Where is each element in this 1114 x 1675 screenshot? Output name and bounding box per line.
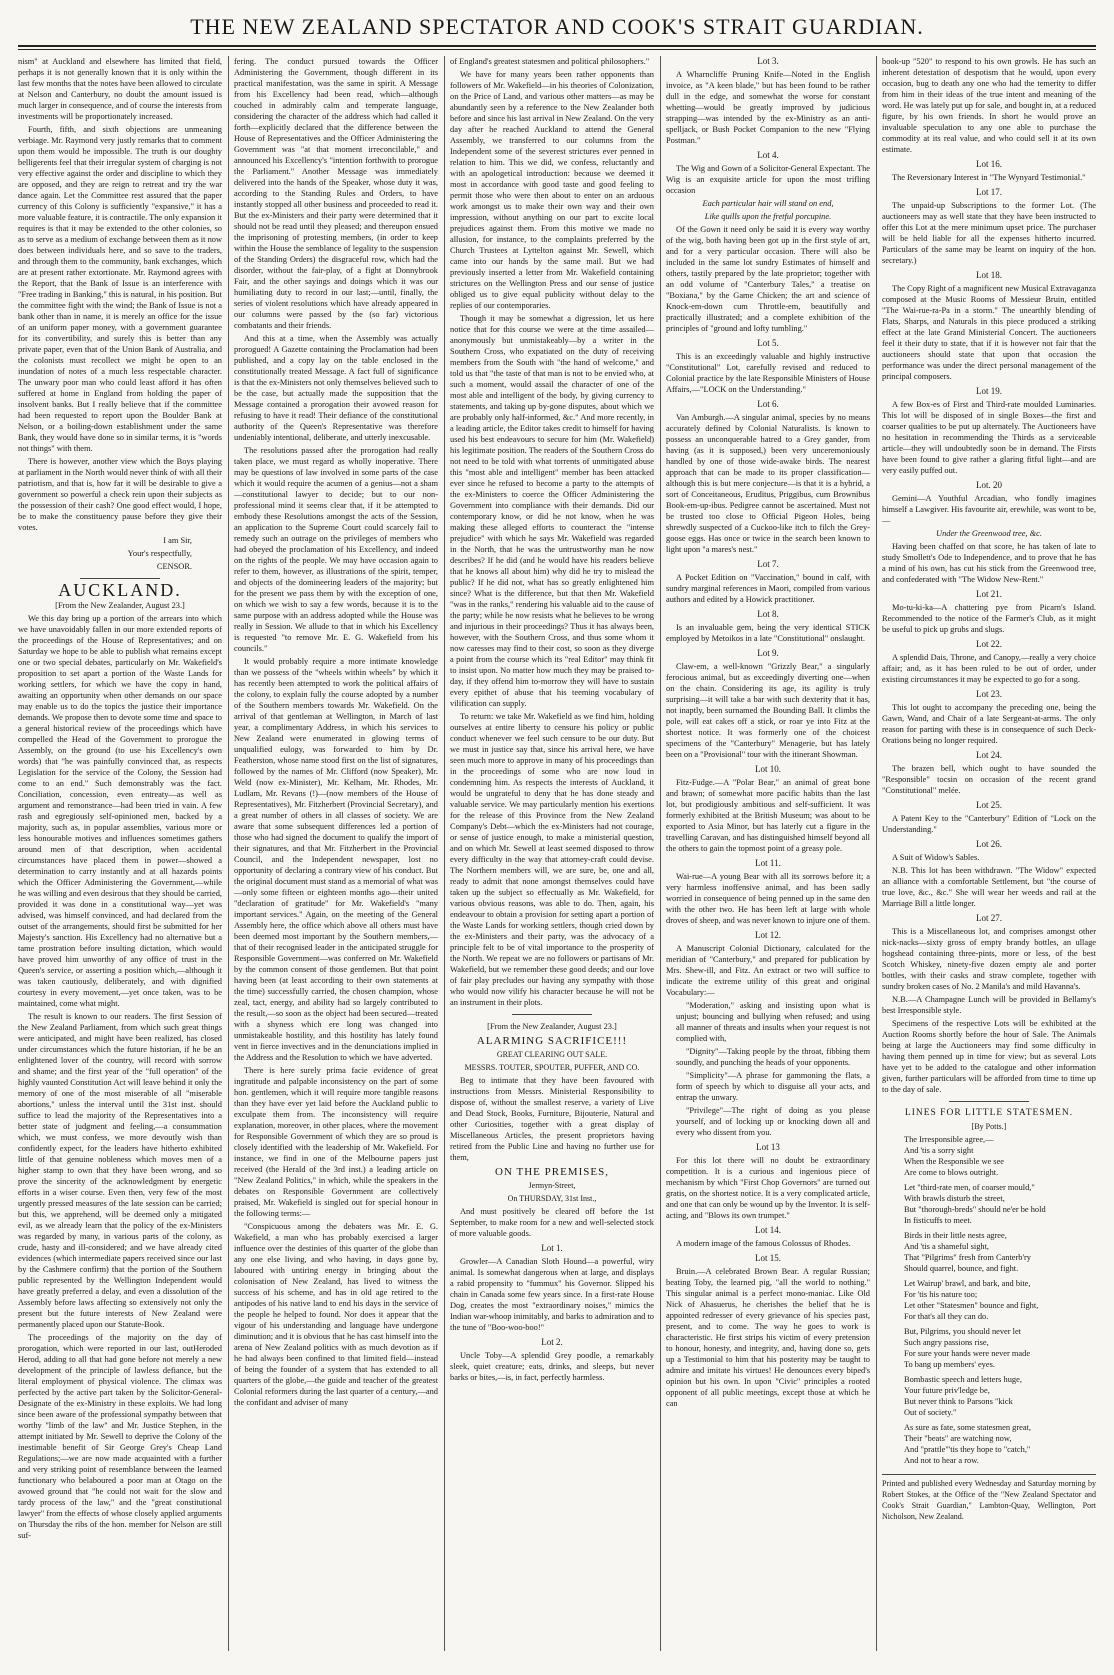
lot-text: The Reversionary Interest in "The Wynyard Testimonial." (892, 173, 1086, 182)
lot-text: A Pocket Edition on "Vaccination," bound in calf, with sundry marginal references in Maori, compiled from various authors and edited by a Howick practitioner. (666, 573, 870, 604)
column-1 (18, 56, 222, 1651)
poem-line: For 'tis his nature too; (904, 1290, 978, 1299)
lot-text: A Wharncliffe Pruning Knife—Noted in the English invoice, as "A keen blade," but has been found to be rather dull in the edge, and somewhat the worse for constant whetting—would be greatly improved by judicious strapping—was intended by the ex-Ministry as an anti-spelljack, or Bush Pocket Companion to the new "Flying Postman." (666, 70, 870, 145)
advert-street: Jermyn-Street, (528, 1181, 576, 1190)
poem-line: And 'tis a sorry sight (904, 1146, 974, 1155)
lot-heading: Lot 15. (755, 1253, 781, 1263)
column-3 (450, 56, 654, 1651)
paragraph: Beg to intimate that they have been favoured with instructions from Messrs. Ministerial Responsibility to dispose of, without the smallest reserve, a variety of Live and Dead Stock, Books, Furniture, Bijouterie, Natural and other Curiosities, together with a great display of Miscellaneous Articles, the present proprietors having retired from the Public Line and having no further use for them, (450, 1076, 654, 1162)
lot-heading: Lot 3. (757, 56, 779, 66)
quoted-paragraph: "Conspicuous among the debaters was Mr. E. G. Wakefield, a man who has probably exercised a larger influence over the destinies of this quarter of the globe than any one else living, and who having, in days gone by, laboured with untiring energy in bringing about the colonisation of New Zealand, has lived to witness the success of his scheme, and has in old age retired to the antipodes of his native land to end his days in the service of the people he helped to found. Nor does it appear that the vigour of his understanding and language have undergone diminution; and it is obvious that he has cast himself into the arena of New Zealand politics with as much devotion as if he had always been confined to that limited field—instead of being the founder of a system that has extended to all quarters of the globe,—the guide and teacher of the greatest Colonial reformers during the last quarter of a century,—and the confidant and adviser of many (234, 1222, 438, 1407)
poem (882, 1134, 1096, 1466)
paragraph: Though it may be somewhat a digression, let us here notice that for this course we were at the time assailed—anonymously but unmistakeably—by a writer in the Southern Cross, who expatiated on the duty of receiving members from the South with "the hand of welcome," and told us that "the taste of that man is not to be envied who, at such a moment, would assail the character of one of the most able and intelligent of the body, by giving currency to statements, and taking up by-gone disputes, about which we are probably only half-informed, &c." And more recently, in a leading article, the Editor takes credit to himself for having used his best endeavours to secure for him (Mr. Wakefield) his legitimate position. The readers of the Southern Cross do not need to be told with what torrents of unmitigated abuse this "most able and intelligent" member has been attacked ever since he refused to become a party to the attempts of the ex-Ministers to coerce the Officer Administering the Government into compliance with their demands. Did our contemporary know, or did he not know, when he was making these alleged efforts to counteract the "intense prejudice" with which he says Mr. Wakefield was regarded in the North, that he was the untrustworthy man he now describes? If he did (and he would have his readers believe that he knows all about him) why did he try to mislead the public? If he did not, what has so greatly enlightened him since? What is the difference, but that then Mr. Wakefield "was in the ranks," rendering his valuable aid to the cause of the party; while he now resists what he believes to be wrong and injurious in their proceedings? Thus it has always been, however, with the Southern Cross, and thus some whom it now caresses may find to their cost, so soon as they diverge a point from the course which its "real Editor" may think fit to insist upon. No matter how much they may be praised to-day, if they offend him to-morrow they will have to sustain every epithet of abuse that his teeming vocabulary of vilification can supply. (450, 314, 654, 708)
lot-heading: Lot 8. (757, 609, 779, 619)
column-rule (876, 56, 877, 1651)
source-line: [From the New Zealander, August 23.] (55, 601, 185, 610)
poem-line: But, Pilgrims, you should never let (904, 1327, 1022, 1336)
imprint: Printed and published every Wednesday and Saturday morning by Robert Stokes, at the Office of the "New Zealand Spectator and Cook's Strait Guardian," Lambton-Quay, Wellington, Port Nicholson, New Zealand. (882, 1474, 1096, 1522)
poem-line: But never think to Parsons "kick (904, 1397, 1013, 1406)
lot-heading: Lot 27. (976, 913, 1002, 923)
paragraph: To return: we take Mr. Wakefield as we find him, holding ourselves at entire liberty to censure his policy or public conduct whenever we feel such censure to be our duty. But we must in justice say that, since his arrival here, we have seen much more to approve in many of his proceedings than in the proceedings of some who are now loud in condemning him. As respects the interests of Auckland, it would be ungrateful to deny that he has done steady and valuable service. We may particularly mention his exertions for the release of this Province from the New Zealand Company's Debt—which the ex-Ministers had not courage, or sense of justice enough, to make a ministerial question, and on which Mr. Sewell at least seemed disposed to throw every difficulty in the way that attorney-craft could devise. The Northern members will, we are sure, be, one and all, ready to admit that none amongst themselves could have taken up the subject so effectually as Mr. Wakefield, for various obvious reasons, was able to do. Then, again, his endeavour to obtain a provision for setting apart a portion of the Waste Lands for working settlers, though cried down by the ex-Ministers and their party, was the advocacy of a principle felt to be of vital importance to the prosperity of the North. We repeat we are no followers or partisans of Mr. Wakefield, but we remember these good deeds; and our love of fair play precludes our having any sympathy with those who would now vilify his character because he will not be an instrument in their plots. (450, 712, 654, 1007)
letter-closing: I am Sir, (163, 536, 192, 545)
advert-firm: MESSRS. TOUTER, SPOUTER, PUFFER, AND CO. (464, 1063, 640, 1072)
paragraph: And this at a time, when the Assembly was actually prorogued! A Gazette containing the Proclamation had been published, and a copy lay on the table enclosed in the constitutionally treated Message. A fact full of significance is that the ex-Ministers not only themselves believed such to be the case, but actually made the supposition that the Message contained a prorogation their avowed reason for refusing to have it read! Their defiance of the constitutional authority of the Queen's Representative was therefore undeniably intentional, deliberate, and utterly inexcusable. (234, 334, 438, 442)
lot-heading: Lot 9. (757, 648, 779, 658)
poem-line: As sure as fate, some statesmen great, (904, 1423, 1031, 1432)
lot-heading: Lot 22. (976, 639, 1002, 649)
letter-closing: Your's respectfully, (127, 549, 192, 558)
poem-line: But "thorough-breds" should ne'er be hold (904, 1205, 1046, 1214)
dictionary-entry: "Simplicity"—A phrase for gammoning the flats, a form of speech by which to disguise all your acts, and entrap the unwary. (676, 1071, 870, 1102)
lot-text: Mo-tu-ki-ka—A chattering pye from Picarn's Island. Recommended to the notice of the Farmer's Club, as it might be useful to pick up grubs and slugs. (882, 603, 1096, 634)
masthead-rule-thin (18, 49, 1096, 50)
lot-text: Van Amburgh.—A singular animal, species by no means accurately defined by Colonial Naturalists. Is known to possess an unconquerable hatred to a Grey gander, from having (as it is supposed,) been very unceremoniously handled by one of those wide-awake birds. The nearest approach that can be made to its proper classification—although this is but mere conjecture—is that it is a hybrid, a sort of Conceitaneous, Eruditus, Priggibus, cum Brownibus Book-em-up-ibus. Pedigree cannot be ascertained. Must not be trusted too close to Official Pigeon Holes, being shrewdly suspected of a Cuckoo-like itch to filch the Grey-goose eggs. Has once or twice in the search been known to light upon "a mares's nest." (666, 413, 870, 554)
lot-heading: Lot 18. (976, 270, 1002, 280)
poem-line: When the Responsible we see (904, 1157, 1005, 1166)
paragraph: of England's greatest statesmen and political philosophers." (450, 57, 650, 66)
paragraph: It would probably require a more intimate knowledge than we possess of the "wheels within wheels" by which it has recently been attempted to work the political affairs of the colony, to explain fully the course adopted by a number of the Southern members towards Mr. Wakefield. On the arrival of that gentleman at Wellington, in March of last year, a complimentary Address, in which his services to New Zealand were enumerated in glowing terms of unqualified eulogy, was forwarded to him by Dr. Featherston, whose name stood first on the list of signatures, followed by the names of Mr. Clifford (now Speaker), Mr. Weld (now ex-Minister), Mr. Kelham, Mr. Rhodes, Mr. Ludlam, Mr. Revans (!)—(now members of the House of Representatives), Mr. Fitzherbert (Provincial Secretary), and a great number of others in all classes of society. We are aware that some subsequent differences led a portion of those who had signed the document to qualify the import of their signatures, and that Mr. Fitzherbert in the Provincial Council, and the Independent newspaper, lost no opportunity of declaring a contrary view of his conduct. But the original document must stand as a memorial of what was—only some fifteen or eighteen months ago—their united "declaration of gratitude" for Mr. Wakefield's "many important services." Again, on the meeting of the General Assembly here, the office which above all others must have been deemed most important by the Southern members,—that of their recognised leader in the anticipated struggle for Responsible Government—was conferred on Mr. Wakefield by the common consent of those gentlemen. But that point having been (at least according to their own statements at the time) successfully carried, the chosen champion, whose zeal, tact, energy, and ability had so largely contributed to the result,—so soon as the object had been secured—treated with a shyness which ere long was changed into unmistakeable hostility, and this hostility has lately found vent in fierce invectives and in the denunciations implied in the Address and the Resolution to which we have adverted. (234, 657, 438, 1062)
divider (949, 1101, 1029, 1102)
poem-line: That "Pilgrims" fresh from Canterb'ry (904, 1253, 1031, 1262)
lot-text: A Patent Key to the "Canterbury" Edition of "Lock on the Understanding." (882, 814, 1096, 834)
poem-line: Out of society." (904, 1408, 957, 1417)
poem-line: Your future priv'ledge be, (904, 1386, 990, 1395)
lot-text: A few Box-es of First and Third-rate moulded Luminaries. This lot will be disposed of in single Boxes—the first and coarser qualities to be put up alternately. The Auctioneers have no hesitation in recommending the Thirds as a serviceable article—they will undoubtedly soon be in demand. The Firsts have been found to give rather a glaring fitful light—and are very easily puffed out. (882, 400, 1096, 475)
lot-text: The unpaid-up Subscriptions to the former Lot. (The auctioneers may as well state that they have been instructed to offer this Lot at the mere minimum upset price. The purchaser will be held liable for all the expenses hitherto incurred. Particulars of the same may be learnt on inquiry of the hon. secretary.) (882, 201, 1096, 265)
lot-heading: Lot 2. (541, 1337, 563, 1347)
column-5 (882, 56, 1096, 1651)
lot-heading: Lot 24. (976, 750, 1002, 760)
lot-heading: Lot 16. (976, 159, 1002, 169)
lot-heading: Lot 26. (976, 839, 1002, 849)
column-2 (234, 56, 438, 1651)
paragraph: We have for many years been rather opponents than followers of Mr. Wakefield—in his theories of Colonization, on the Price of Land, and various other matters—as may be abundantly seen by a reference to the New Zealander both before and since his last arrival in New Zealand. On the very day after he reached Auckland to attend the General Assembly, we transferred to our columns from the Independent some of the severest strictures ever penned in relation to him. This we did, we confess, reluctantly and with an apologetical introduction: because we deemed it most in accordance with good taste and good feeling to permit those who were then about to enter on an arduous work amongst us to make their own way and their own impression, without anything on our part to excite local prejudices against them. From this motive we made no allusion, for instance, to the complaints preferred by the Church Trustees at Lyttelton against Mr. Sewell, which came into our hands by the same mail. But we had previously inserted a letter from Mr. Wakefield containing strictures on the Wellington Press and our sense of justice obliged us to give equal publicity without delay to the replies of our contemporaries. (450, 70, 654, 310)
lot-heading: Lot 14. (755, 1225, 781, 1235)
lot-text: Wai-rue—A young Bear with all its sorrows before it; a very harmless inoffensive animal, and has been sadly worried in consequence of being penned up in the same den with the other two. He has been left at large with whole droves of sheep, and was never known to injure one of them. (666, 872, 870, 925)
advert-date: On THURSDAY, 31st Inst., (507, 1194, 597, 1203)
advert-subheading: GREAT CLEARING OUT SALE. (496, 1050, 608, 1059)
column-4 (666, 56, 870, 1651)
divider (80, 578, 160, 579)
lot-heading: Lot 13 (756, 1142, 780, 1152)
lot-text: The Wig and Gown of a Solicitor-General Expectant. The Wig is an exquisite article for upon the most trifling occasion (666, 164, 870, 195)
paragraph: And must positively be cleared off before the 1st September, to make room for a new and well-selected stock of more valuable goods. (450, 1207, 654, 1238)
paragraph: nism" at Auckland and elsewhere has limited that field, perhaps it is not generally known that it is only within the last few months that the notes have been allowed to circulate at Nelson and Canterbury, no doubt the amount issued is much larger in consequence, and of course the interests from investments will be proportionately increased. (18, 57, 222, 121)
lot-text: A Manuscript Colonial Dictionary, calculated for the meridian of "Canterbury," and prepared for publication by Mrs. Shew-ill, and Fitz. An extract or two will suffice to indicate the extreme utility of this great and original Vocabulary:— (666, 944, 870, 997)
divider (512, 1014, 592, 1015)
lot-text: This is an exceedingly valuable and highly instructive "Constitutional" Lot, carefully revised and reduced to Colonial practice by the late Responsible Ministers of House Affairs,—"LOCK on the Understanding." (666, 352, 870, 394)
paragraph: Fourth, fifth, and sixth objections are unmeaning verbiage. Mr. Raymond very justly remarks that to comment upon them would be impossible. The truth is our doughty belligerents feel that their irregular system of charging is not very effective against the order and discipline to which they are opposed, and they are reign to retreat and try the war dance again. Let the Committee rest assured that the paper currency of this Colony is sufficiently "expansive," it has a more valuable feature, it is contractile. The only expansion it requires is that it may be extended to the other colonies, so as to serve as a medium of exchange between them as it now does between individuals here, and so save to the traders, and through them to the community, bank exchanges, which are at present rather extortionate. Mr. Raymond agrees with the Report, that the Bank of Issue is an interference with "Free trading in Banking," this is natural, in his position. But the committee fight with the wind; the Bank of Issue is not a bank other than in name, it is merely an office for the issue of an uniform paper money, with a government guarantee for its convertibility, and surely this is better than any private paper, even that of the Union Bank of Australia, and the colonists must recollect we might be open to an inundation of notes of a much less respectable character. The unwary poor man who could least afford it has often suffered at home in England from holding the paper of insolvent banks. But I really believe that if the committee had been requested to report upon the Boulder Bank at Nelson, or a boiling-down establishment under the same Bank, they would have done so in similar terms, it is "words not things" with them. (18, 125, 222, 453)
paragraph: The proceedings of the majority on the day of prorogation, which were reported in our last, outHeroded Herod, adding to all that had gone before not merely a new development of the principle of lawless defiance, but the literal employment of physical violence. The climax was perfected by the active part taken by the Solicitor-General-Designate of the ex-Ministry in these exploits. We had long since been aware of the professional sympathy between that worthy "limb of the law" and Mr. Justice Stephen, in the attempt initiated by Mr. Sewell to deprive the Colony of the inestimable benefit of Sir George Grey's Cheap Land Regulations;—we are now made acquainted with a further and very striking point of resemblance between the learned functionary who belaboured a poor man at Otago on the avowed ground that "he could not wait for the slow and tardy process of the law," and the "great constitutional lawyer" from the effects of whose closely applied arguments on Thursday the ribs of the hon. member for Nelson are still suf- (18, 1333, 222, 1540)
lot-text: Is an invaluable gem, being the very identical STICK employed by Metoikos in a late "Constitutional" onslaught. (666, 623, 870, 643)
lot-heading: Lot 1. (541, 1243, 563, 1253)
lot-text: book-up "520" to respond to his own growls. He has such an inherent detestation of despotism that he would, upon every occasion, bug to death any one who had the temerity to differ from him in their ideas of the true intent and meaning of the word. He was lately put up for sale, and bought in, at a reduced figure, by his own friends. In short he would prove an invaluable speculation to any one able to purchase the commodity at its real value, and who could sell it at its own estimate. (882, 57, 1096, 154)
poem-line: And "prattle"'tis they hope to "catch," (904, 1445, 1031, 1454)
poem-byline: [By Potts.] (971, 1122, 1007, 1131)
lot-text: Having been chaffed on that score, he has taken of late to study Smollett's Ode to Independence, and to prove that he has a mind of his own, has cut his stick from the Greenwood tree, and confederated with "The Widow New-Rent." (882, 542, 1096, 584)
poem-line: Let Wairup' brawl, and bark, and bite, (904, 1279, 1031, 1288)
column-rule (660, 56, 661, 1651)
paragraph: We this day bring up a portion of the arrears into which we have unavoidably fallen in our more extended reports of the proceedings of the House of Representatives; and on Saturday we hope to be able to publish what remains except one or two special debates, particularly on Mr. Wakefield's proposition to set apart a portion of the Waste Lands for working settlers, for which we have the copy in hand, awaiting an opportunity when other demands on our space may enable us to do the topics the justice their importance demands. We propose then to devote some time and space to a general historical review of the proceedings which have compelled the Head of the Government to prorogue the Assembly, on the ground (to use his Excellency's own words) that "he was painfully convinced that, as respects Legislation for the service of the Colony, the Session had come to an end." Such demonstrably was the fact. Conciliation, concession, even entreaty—as well as argument and remonstrance—had been tried in vain. A few rash and egregiously self-opinioned men, backed by a majority, such as, in popular assemblies, various more or less honourable motives and influences sometimes gathers around men of that description, when accidental circumstances have placed them in power—showed a determination to carry instantly and at all hazards points which the Officer Administering the Government,—while he was willing and even desirous that they should be carried, provided it was done in a constitutional way—yet was advised, was himself convinced, and had declared from the outset of the arrangements, should first be submitted for her Majesty's sanction. His Excellency had no alternative but a tame prostration before insulting dictation, which would have proved him unworthy of any office of trust in the Queen's service, or asserting a position which,—although it was taken cautiously, deliberately, and with dignified courtesy in every movement,—yet once taken, was to be maintained, come what might. (18, 614, 222, 1008)
lot-text: N.B.—A Champagne Lunch will be provided in Bellamy's best Irresponsible style. (882, 995, 1096, 1015)
lot-heading: Lot 4. (757, 150, 779, 160)
lot-text: The Copy Right of a magnificent new Musical Extravaganza composed at the Music Rooms of Messieur Bruin, entitled "The Wai-rue-ra-Pa in a storm." The unearthly blending of Flats, Sharps, and Naturals in this piece produced a striking effect at the late Grand Ministerial Concert. The auctioneers feel it their duty to state, that if it is however not fair that the auctioneers should state that upon that occasion the performance was under the direct personal management of the principal composers. (882, 284, 1096, 381)
lot-text: This lot ought to accompany the preceding one, being the Gawn, Wand, and Chair of a late Sergeant-at-arms. The only reason for parting with these is in consequence of such Deck-Orations being no longer required. (882, 703, 1096, 745)
paragraph: fering. The conduct pursued towards the Officer Administering the Government, though different in its practical manifestation, was the same in spirit. A Message from his Excellency had been read, which—although couched in admirably calm and temperate language, considering the character of the address which had called it forth—explicitly declared that the difference between the House of Representatives and the Officer Administering the Government was "at that moment irreconcilable," and announced his Excellency's "intention forthwith to prorogue the Parliament." Another Message was immediately delivered into the hands of the Speaker, whose duty it was, according to the Standing Rules and Orders, to have instantly stopped all other business and proceeded to read it. But the ex-Ministers and their party were determined that it should not be read until they pleased; and thereupon ensued the imprisoning of protesting members, (in order to keep within the House the semblance of legality to the suspension of the Standing Orders) the disgraceful row, which had the disorder, without the fair-play, of a fight at Donnybrook Fair, and the other sayings and doings which it was our humiliating duty to record in our last;—until, finally, the series of violent resolutions which have already appeared in our columns were passed by the (so far) victorious combatants and their friends. (234, 57, 438, 330)
lot-text: The brazen bell, which ought to have sounded the "Responsible" tocsin on occasion of the recent grand "Constitutional" melée. (882, 764, 1096, 795)
lot-heading: Lot. 20 (976, 480, 1002, 490)
lot-text: Uncle Toby—A splendid Grey poodle, a remarkably sleek, quiet creature; eats, drinks, and sleeps, but never barks or bites,—is, in fact, perfectly harmless. (450, 1351, 654, 1382)
poem-line: Bombastic speech and letters huge, (904, 1375, 1022, 1384)
letter-signature: CENSOR. (156, 562, 192, 571)
poem-line: Birds in their little nests agree, (904, 1231, 1007, 1240)
poem-line: For that's all they can do. (904, 1312, 989, 1321)
source-line: [From the New Zealander, August 23.] (487, 1022, 617, 1031)
lot-text: Of the Gown it need only be said it is every way worthy of the wig, both having been got up in the first style of art, and for a very particular occasion. There will also be included in the same lot sundry Estimates of himself and others, tastily prepared by the late proprietor; together with an odd volume of "Canterbury Tales," a treatise on "Boxiana," by the Game Chicken; the art and science of Knock-em-down cum Throttle-em, beautifully and practically illustrated; and a complete exhibition of the principles of "ground and lofty tumbling." (666, 225, 870, 333)
paragraph: The resolutions passed after the prorogation had really taken place, we must regard as wholly inoperative. There may be questions of law involved in some parts of the case which it would require the acumen of a genius—not a sham—constitutional lawyer to decide; but to our non-professional mind it seems clear that, if it be attempted to embody these Resolutions amongst the acts of the Session, an application to the Supreme Court could scarcely fail to remedy such an outrage on the privileges of members who had obeyed the proclamation of his Excellency, and indeed on the rights of the people. We may have occasion again to refer to them, however, as illustrations of the spirit, temper, and objects of the domineering leaders of the majority; but for the present we pass them by with the exception of one, on which we wish to say a few words, because it is to the same purpose with an address adopted while the House was really in Session. We allude to that in which his Excellency is requested "to remove Mr. E. G. Wakefield from his councils." (234, 446, 438, 653)
lot-text: A modern image of the famous Colossus of Rhodes. (676, 1239, 851, 1248)
lot-heading: Lot 5. (757, 338, 779, 348)
column-rule (228, 56, 229, 1651)
poem-line: Let other "Statesmen" bounce and fight, (904, 1301, 1039, 1310)
poem-line: The Irresponsible agree,— (904, 1135, 994, 1144)
lot-text: Bruin.—A celebrated Brown Bear. A regular Russian; beating Toby, the learned pig, "all the world to nothing." This singular animal is a perfect mono-maniac. Like Old Nick of Ahasuerus, he cherishes the belief that he is appointed redresser of every grievance of his species past, present, and to come. The way he goes to work is characteristic. He first strips his victim of every pretension to honour, honesty, and integrity, and, having done so, gets up a Testimonial to him that his posterity may be taught to admire and imitate his virtues! He denounces every biped's opinion but his own. In upon "Civic" principles a rooted opponent of all public meetings, except those at which he can (666, 1267, 870, 1408)
poem-line: Should quarrel, bounce, and fight. (904, 1264, 1019, 1273)
dictionary-entry: "Privilege"—The right of doing as you please yourself, and of locking up or knocking down all and every who dissent from you. (676, 1106, 870, 1137)
poem-line: Such angry passions rise, (904, 1338, 989, 1347)
poem-line: With brawls disturb the street, (904, 1194, 1005, 1203)
lot-heading: Lot 6. (757, 399, 779, 409)
poem-title: LINES FOR LITTLE STATESMEN. (904, 1108, 1074, 1118)
lot-text: Fitz-Fudge.—A "Polar Bear," an animal of great bone and brawn; of somewhat more pacific habits than the last lot, but prodigiously ambitious and self-sufficient. It was formerly exhibited at the British Museum; was about to be exported to Asia Minor, but has laterly cut a figure in the travelling Caravan, and has distinguished himself beyond all the others to gain the topmost point of a greasy pole. (666, 778, 870, 853)
paragraph: There is here surely prima facie evidence of great ingratitude and palpable inconsistency on the part of some hon. gentlemen, which it will require more tangible reasons than they have ever yet laid before the Auckland public to exculpate them from. The inconsistency will require explanation, moreover, in other places, where the movement for Responsible Government of which they are so proud is closely identified with the leadership of Mr. Wakefield. For instance, we find in one of the Melbourne papers just received (the Herald of the 3rd inst.) a leading article on "New Zealand Politics," in which, while the speakers in the debates on Responsible Government are collectively praised, Mr. Wakefield is singled out for special honour in the following terms:— (234, 1066, 438, 1218)
poem-line: Are come to blows outright. (904, 1168, 999, 1177)
lot-heading: Lot 23. (976, 689, 1002, 699)
lot-heading: Lot 7. (757, 559, 779, 569)
poem-line: For sure your hands were never made (904, 1349, 1031, 1358)
lot-heading: Lot 21. (976, 589, 1002, 599)
poem-line: And not to hear a row. (904, 1456, 979, 1465)
lot-heading: Lot 12. (755, 930, 781, 940)
lot-text: Claw-em, a well-known "Grizzly Bear," a singularly ferocious animal, but as exceedingly diverting one—when on the chain. Considering its age, its agility is truly surprising—it will take a bar with such dexterity that it has, not inaptly, been surnamed the Bounding Ball. It climbs the pole, will eat cakes off a stick, or roar ye into Fitz at the shortest notice. It was formerly one of the choicest specimens of the "Canterbury" Menagerie, but has lately been on a "Provisional" tour with the itinerant Showman. (666, 662, 870, 759)
poem-line: Let "third-rate men, of coarser mould," (904, 1183, 1035, 1192)
lot-text: N.B. This lot has been withdrawn. "The Widow" expected an alliance with a comfortable Settlement, but "the course of true love, &c., &c." She will wear her weeds and rail at the Marriage Bill a little longer. (882, 866, 1096, 908)
column-rule (444, 56, 445, 1651)
dictionary-entry: "Moderation," asking and insisting upon what is unjust; bouncing and bullying when refused; and using all manner of threats and insults when your request is not complied with, (676, 1001, 870, 1043)
masthead-rule (18, 45, 1096, 47)
paragraph: The result is known to our readers. The first Session of the New Zealand Parliament, from which such great things were anticipated, and might have been realized, has closed under circumstances which the future historian, if he be an enlightened lover of the country, will record with sorrow and shame; and the first year of the "full operation" of the highly vaunted Constitution Act will leave behind it only the memory of one of the most miserable of all "miserable abortions," unless the interval until the 31st inst. should suffice to lead the majority of the Representatives into a better state of judgment and feeling,—a consummation which, we must confess, we more devoutly wish than confidently expect, for the leaders have hitherto exhibited little of that genuine nobleness which moves men of a higher stamp to own that they have been wrong, and so prove the sincerity of the acknowledgment by energetic efforts in a wiser course. Even then, very few of the most urgently pressed measures of the late session can be carried; but this, we apprehend, will be deemed only a mitigated evil, as we already learn that the policy of the ex-Ministers was regarded by many, in various parts of the colony, as crude, hasty and ill-considered; and we have already cited evidences (which intermediate papers received since our last by the Cashmere confirm) that the portion of the Southern public represented by the Wellington Independent would have greatly preferred a delay, and even a dissolution of the Assembly before laws affecting so extensively not only the present but the future interests of New Zealand were permanently placed upon our Statute-Book. (18, 1012, 222, 1329)
lot-text: A Suit of Widow's Sables. (892, 853, 980, 862)
lot-heading: Lot 19. (976, 386, 1002, 396)
advert-heading: ALARMING SACRIFICE!!! (476, 1035, 628, 1047)
section-heading: AUCKLAND. (58, 580, 182, 600)
verse-line: Like quills upon the fretful porcupine. (704, 212, 832, 221)
dictionary-entry: "Dignity"—Taking people by the throat, fibbing them soundly, and punching the heads of your opponents. (676, 1047, 870, 1067)
poem-line: In fisticuffs to meet. (904, 1216, 972, 1225)
poem-line: Their "beats" are watching now, (904, 1434, 1012, 1443)
paragraph: Specimens of the respective Lots will be exhibited at the Auction Rooms shortly before the hour of Sale. The Animals being at large the Auctioneers may find some difficulty in having them penned up in time for view; but as several Lots have yet to be added to the catalogue and other information given, further particulars will be afforded from time to time up to the day of sale. (882, 1019, 1096, 1094)
lot-heading: Lot 11. (755, 858, 781, 868)
verse-line: Each particular hair will stand on end, (702, 199, 834, 208)
lot-heading: Lot 17. (976, 187, 1002, 197)
lot-text: Growler—A Canadian Sloth Hound—a powerful, wiry animal. Is somewhat dangerous when at large, and displays a rabid propensity to "fummux" his Governor. Slipped his chain in Canada some few years since. In a first-rate House Dog, creates the most "extraordinary noises," mimics the Indian war-whoop inimitably, and barks to admiration and to the tune of "Boo-woo-boo!" (450, 1257, 654, 1332)
lot-text: For this lot there will no doubt be extraordinary competition. It is a curious and ingenious piece of mechanism by which "First Chop Governors" are turned out gratis, on the shortest notice. It is a very complicated article, and one that can only be wound up by the Inventor. It is self-acting, and "Blows its own trumpet." (666, 1156, 870, 1220)
advert-premises: ON THE PREMISES, (495, 1166, 609, 1178)
lot-text: Gemini—A Youthful Arcadian, who fondly imagines himself a Lawgiver. His favourite air, erewhile, was wont to be,— (882, 494, 1096, 525)
lot-heading: Lot 10. (755, 764, 781, 774)
masthead-title: THE NEW ZEALAND SPECTATOR AND COOK'S STRAIT GUARDIAN. (190, 14, 924, 39)
lot-heading: Lot 25. (976, 800, 1002, 810)
poem-line: To bang up members' eyes. (904, 1360, 995, 1369)
lot-text: This is a Miscellaneous lot, and comprises amongst other nick-nacks—sixty gross of empty brandy bottles, an ullage hogshead containing three-pints, more or less, of the best Scotch Whiskey, ninety-five dozen empty ale and porter bottles, with their casks and straw complete, together with sundry broken cases of No. 2 Manila's and mild Havanna's. (882, 927, 1096, 991)
paragraph: There is however, another view which the Boys playing at parliament in the North would never think of with all their patriotism, and that is, how far it will be desirable to give a government so powerful a check rein upon their subjects as the possession of their cash? One good effect would, I hope, be to make the constituency pause before they give their votes. (18, 457, 222, 532)
lot-text: A splendid Dais, Throne, and Canopy,—really a very choice affair; and, as it has been ruled to be out of order, under existing circumstances it may be expected to go for a song. (882, 653, 1096, 684)
verse-line: Under the Greenwood tree, &c. (936, 529, 1042, 538)
poem-line: And 'tis a shameful sight, (904, 1242, 990, 1251)
